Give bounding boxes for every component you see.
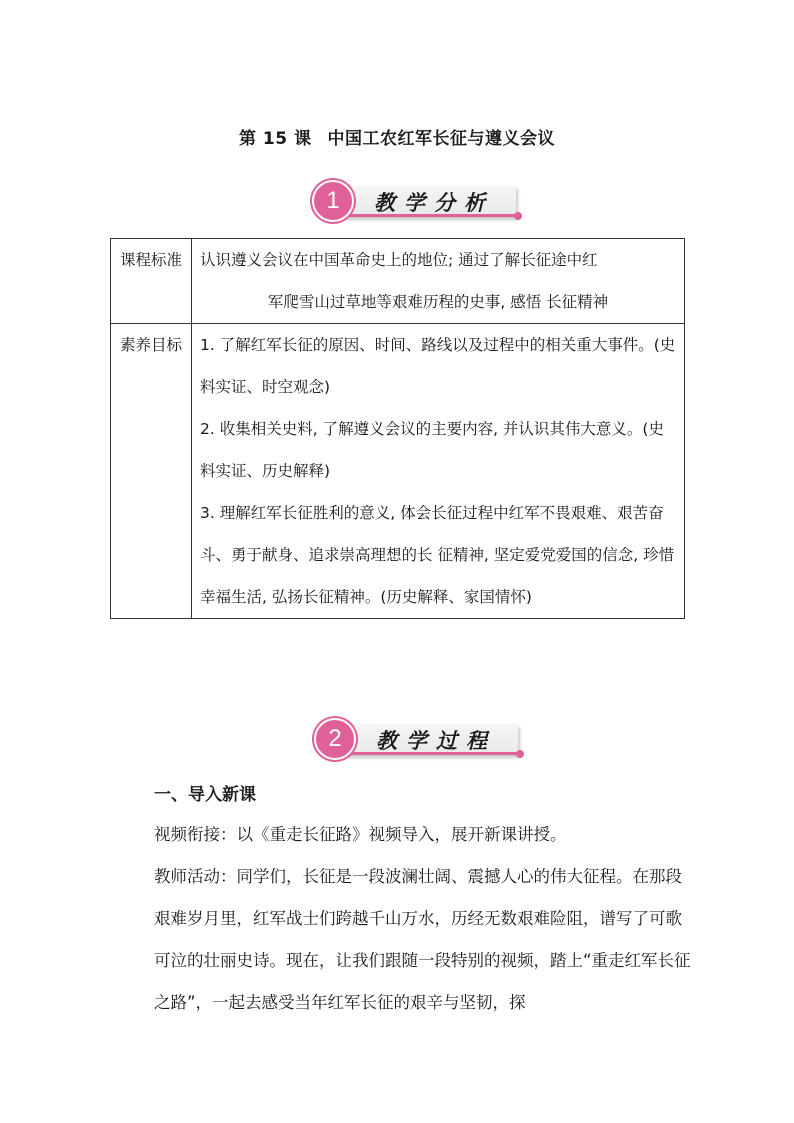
row-header-standard: 课程标准 — [111, 239, 192, 324]
section-number-badge: 2 — [314, 718, 356, 760]
video-intro-paragraph — [118, 814, 698, 856]
table-row — [111, 324, 685, 619]
goal-item-2: 2. 收集相关史料, 了解遵义会议的主要内容, 并认识其伟大意义。(史料实证、历史解释) — [200, 420, 664, 480]
standard-line-2: 军爬雪山过草地等艰难历程的史事, 感悟 长征精神 — [267, 293, 609, 311]
process-heading: 一、导入新课 — [154, 785, 256, 805]
section-banner-process — [314, 718, 524, 758]
page-title — [0, 124, 794, 149]
table-row — [111, 239, 685, 324]
section-label: 教学过程 — [376, 728, 496, 753]
goal-item-3: 3. 理解红军长征胜利的意义, 体会长征过程中红军不畏艰难、艰苦奋斗、勇于献身、追求崇高理想的长 征精神, 坚定爱党爱国的信念, 珍惜幸福生活, 弘扬长征精神。(历史解释、家国情怀) — [200, 504, 675, 606]
analysis-table — [110, 238, 685, 619]
banner-dot-icon — [514, 212, 522, 220]
section-banner-analysis — [312, 180, 522, 220]
teacher-activity-paragraph — [118, 856, 698, 1024]
video-intro-text: 视频衔接：以《重走长征路》视频导入，展开新课讲授。 — [154, 825, 567, 844]
section-label: 教学分析 — [374, 190, 494, 215]
teacher-activity-text: 教师活动：同学们，长征是一段波澜壮阔、震撼人心的伟大征程。在那段艰难岁月里，红军战士们跨越千山万水，历经无数艰难险阻，谱写了可歌可泣的壮丽史诗。现在，让我们跟随一段特别的视频，踏上“重走红军长征之路”，一起去感受当年红军长征的艰辛与坚韧，探 — [154, 867, 691, 1012]
goals-content — [192, 324, 685, 619]
lesson-name: 中国工农红军长征与遵义会议 — [327, 129, 555, 149]
standard-line-1: 认识遵义会议在中国革命史上的地位; 通过了解长征途中红 — [200, 251, 598, 269]
banner-dot-icon — [516, 750, 524, 758]
section-number-badge: 1 — [312, 180, 354, 222]
goal-item-1: 1. 了解红军长征的原因、时间、路线以及过程中的相关重大事件。(史料实证、时空观念) — [200, 336, 676, 396]
lesson-number: 第 15 课 — [239, 129, 312, 149]
standard-content — [192, 239, 685, 324]
row-header-goals: 素养目标 — [111, 324, 192, 619]
